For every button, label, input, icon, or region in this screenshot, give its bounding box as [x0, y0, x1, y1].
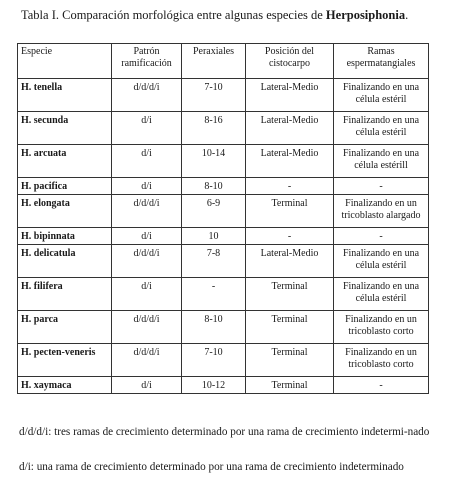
cell-ramas: Finalizando en una célula estérill — [334, 145, 429, 178]
cell-especie: H. elongata — [18, 195, 112, 228]
cell-ramas: - — [334, 228, 429, 245]
cell-patron: d/d/d/i — [112, 195, 182, 228]
caption-prefix: Tabla I. Comparación morfológica entre algunas especies de — [21, 8, 326, 22]
cell-posicion: Terminal — [246, 195, 334, 228]
cell-especie: H. delicatula — [18, 245, 112, 278]
header-especie: Especie — [18, 44, 112, 79]
cell-patron: d/d/d/i — [112, 245, 182, 278]
header-peraxiales: Peraxiales — [182, 44, 246, 79]
cell-posicion: Lateral-Medio — [246, 79, 334, 112]
cell-peraxiales: 8-10 — [182, 311, 246, 344]
cell-posicion: Lateral-Medio — [246, 112, 334, 145]
cell-ramas: Finalizando en un tricoblasto corto — [334, 344, 429, 377]
header-ramas: Ramas espermatangiales — [334, 44, 429, 79]
cell-peraxiales: 7-10 — [182, 344, 246, 377]
cell-posicion: Lateral-Medio — [246, 245, 334, 278]
cell-especie: H. arcuata — [18, 145, 112, 178]
cell-peraxiales: 10-14 — [182, 145, 246, 178]
table-row — [18, 377, 429, 394]
table-row — [18, 228, 429, 245]
table-row — [18, 178, 429, 195]
cell-ramas: Finalizando en una célula estéril — [334, 245, 429, 278]
cell-patron: d/i — [112, 377, 182, 394]
cell-especie: H. tenella — [18, 79, 112, 112]
cell-peraxiales: 8-16 — [182, 112, 246, 145]
cell-ramas: - — [334, 178, 429, 195]
table-row — [18, 311, 429, 344]
cell-patron: d/i — [112, 145, 182, 178]
header-patron: Patrón ramificación — [112, 44, 182, 79]
cell-patron: d/i — [112, 112, 182, 145]
table-row — [18, 344, 429, 377]
cell-patron: d/d/d/i — [112, 79, 182, 112]
table-header-row — [18, 44, 429, 79]
cell-patron: d/i — [112, 278, 182, 311]
cell-especie: H. secunda — [18, 112, 112, 145]
cell-posicion: Terminal — [246, 344, 334, 377]
cell-ramas: - — [334, 377, 429, 394]
cell-peraxiales: 10-12 — [182, 377, 246, 394]
footnote-d-i: d/i: una rama de crecimiento determinado por una rama de crecimiento indeterminado — [19, 461, 404, 473]
cell-ramas: Finalizando en una célula estéril — [334, 79, 429, 112]
table-row — [18, 278, 429, 311]
cell-peraxiales: 6-9 — [182, 195, 246, 228]
cell-posicion: Lateral-Medio — [246, 145, 334, 178]
table-row — [18, 145, 429, 178]
cell-peraxiales: 8-10 — [182, 178, 246, 195]
cell-posicion: Terminal — [246, 311, 334, 344]
morphology-table — [17, 43, 429, 394]
footnote-ddd-i: d/d/d/i: tres ramas de crecimiento determinado por una rama de crecimiento indetermi-nado — [19, 426, 430, 438]
cell-patron: d/d/d/i — [112, 311, 182, 344]
table-row — [18, 112, 429, 145]
cell-patron: d/i — [112, 228, 182, 245]
cell-ramas: Finalizando en una célula estéril — [334, 278, 429, 311]
cell-ramas: Finalizando en una célula estéril — [334, 112, 429, 145]
table-row — [18, 195, 429, 228]
caption-suffix: . — [405, 8, 409, 22]
cell-ramas: Finalizando en un tricoblasto alargado — [334, 195, 429, 228]
cell-patron: d/i — [112, 178, 182, 195]
cell-patron: d/d/d/i — [112, 344, 182, 377]
cell-especie: H. filifera — [18, 278, 112, 311]
cell-especie: H. bipinnata — [18, 228, 112, 245]
cell-especie: H. xaymaca — [18, 377, 112, 394]
cell-peraxiales: 7-8 — [182, 245, 246, 278]
cell-ramas: Finalizando en un tricoblasto corto — [334, 311, 429, 344]
cell-peraxiales: - — [182, 278, 246, 311]
cell-especie: H. parca — [18, 311, 112, 344]
cell-peraxiales: 10 — [182, 228, 246, 245]
cell-posicion: - — [246, 178, 334, 195]
cell-peraxiales: 7-10 — [182, 79, 246, 112]
cell-posicion: Terminal — [246, 278, 334, 311]
caption-genus: Herposiphonia — [325, 8, 406, 22]
header-posicion: Posición del cistocarpo — [246, 44, 334, 79]
cell-especie: H. pacifica — [18, 178, 112, 195]
table-caption — [21, 8, 408, 23]
cell-posicion: Terminal — [246, 377, 334, 394]
cell-especie: H. pecten-veneris — [18, 344, 112, 377]
table-row — [18, 245, 429, 278]
table-row — [18, 79, 429, 112]
cell-posicion: - — [246, 228, 334, 245]
